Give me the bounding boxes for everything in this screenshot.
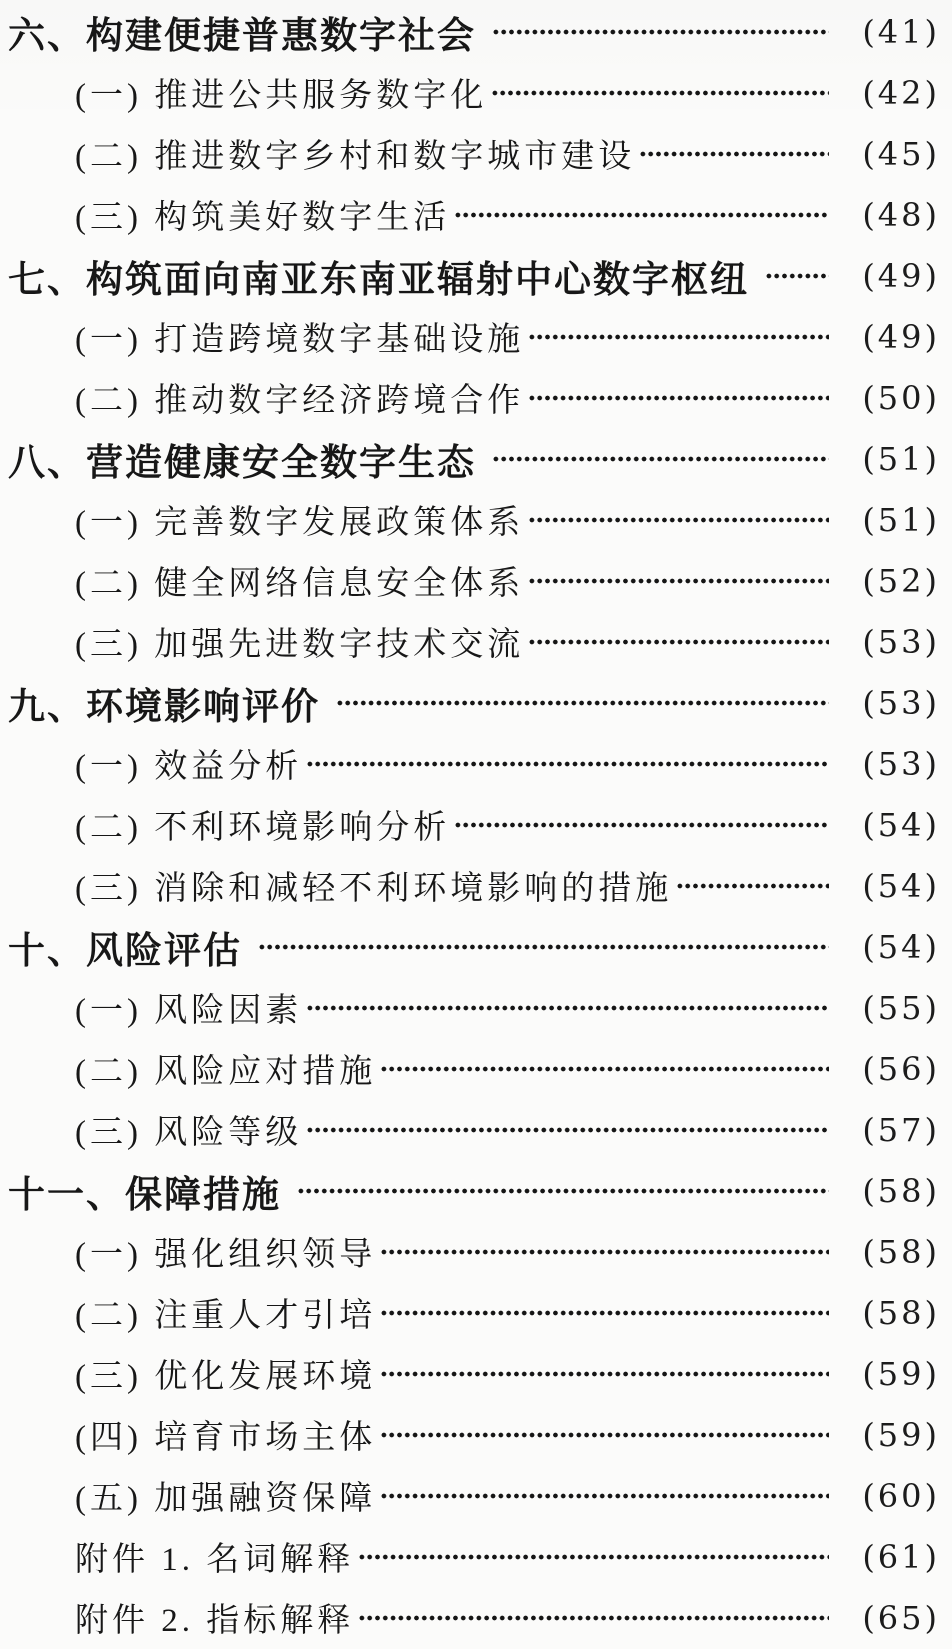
toc-entry-title: (二) 推进数字乡村和数字城市建设 [75,139,636,175]
toc-entry [8,611,940,672]
toc-entry-title: 十一、保障措施 [8,1173,281,1215]
toc-entry-page: (58) [862,1232,940,1271]
dot-leader [306,759,829,769]
toc-entry-title: (三) 优化发展环境 [75,1359,377,1395]
toc-entry-title: (二) 健全网络信息安全体系 [75,566,525,602]
toc-entry [8,794,940,855]
toc-entry [8,1,940,62]
dot-leader [528,576,829,586]
toc-entry [8,855,940,916]
toc-entry-page: (48) [862,195,940,234]
toc-entry-title: (三) 风险等级 [75,1115,303,1151]
toc-entry [8,1587,940,1648]
dot-leader [528,515,829,525]
toc-entry [8,977,940,1038]
toc-entry-page: (41) [862,12,940,51]
toc-entry-title: 八、营造健康安全数字生态 [8,441,476,483]
dot-leader [258,942,829,952]
toc-entry-title: 六、构建便捷普惠数字社会 [8,14,476,56]
toc-entry [8,1221,940,1282]
toc-entry-page: (60) [862,1476,940,1515]
toc-entry [8,1038,940,1099]
toc-entry [8,245,940,306]
toc-entry-title: 十、风险评估 [8,929,242,971]
toc-entry-title: (二) 注重人才引培 [75,1298,377,1334]
toc-entry-page: (56) [862,1049,940,1088]
toc-entry [8,184,940,245]
toc-entry-page: (54) [862,805,940,844]
dot-leader [765,271,829,281]
dot-leader [380,1491,829,1501]
dot-leader [358,1613,829,1623]
dot-leader [306,1003,829,1013]
toc-entry-page: (58) [862,1293,940,1332]
toc-entry-title: (一) 强化组织领导 [75,1237,377,1273]
toc-entry-page: (65) [862,1598,940,1637]
toc-entry-page: (49) [862,317,940,356]
toc-entry [8,1404,940,1465]
dot-leader [454,820,829,830]
toc-entry [8,672,940,733]
toc-entry [8,550,940,611]
toc-entry [8,489,940,550]
dot-leader [380,1064,829,1074]
dot-leader [380,1308,829,1318]
toc-entry-title: (三) 构筑美好数字生活 [75,200,451,236]
toc-entry [8,1160,940,1221]
toc-entry [8,916,940,977]
toc-entry-title: (一) 风险因素 [75,993,303,1029]
toc-entry-title: (三) 加强先进数字技术交流 [75,627,525,663]
toc-entry-page: (50) [862,378,940,417]
toc-entry-page: (59) [862,1415,940,1454]
dot-leader [306,1125,829,1135]
dot-leader [528,393,829,403]
toc-entry [8,1099,940,1160]
toc-entry [8,733,940,794]
toc-entry-title: (一) 推进公共服务数字化 [75,78,488,114]
toc-entry-page: (42) [862,73,940,112]
toc-entry-page: (53) [862,622,940,661]
toc-entry-page: (52) [862,561,940,600]
toc-entry [8,306,940,367]
dot-leader [358,1552,829,1562]
dot-leader [297,1186,829,1196]
dot-leader [380,1430,829,1440]
toc-entry-page: (54) [862,927,940,966]
toc-entry [8,1282,940,1343]
toc-entry-title: (四) 培育市场主体 [75,1420,377,1456]
toc-entry-title: 附件 1. 名词解释 [75,1542,355,1578]
toc-entry-title: (一) 完善数字发展政策体系 [75,505,525,541]
dot-leader [639,149,829,159]
dot-leader [492,27,829,37]
toc-entry [8,62,940,123]
toc-entry-page: (45) [862,134,940,173]
toc-entry-page: (61) [862,1537,940,1576]
toc-entry-page: (49) [862,256,940,295]
toc-entry-page: (54) [862,866,940,905]
toc-entry-title: (一) 效益分析 [75,749,303,785]
toc-entry-title: 附件 2. 指标解释 [75,1603,355,1639]
dot-leader [528,637,829,647]
toc-entry [8,1465,940,1526]
toc-entry-title: (二) 风险应对措施 [75,1054,377,1090]
toc-entry [8,367,940,428]
toc-entry-title: (三) 消除和减轻不利环境影响的措施 [75,871,673,907]
toc-entry-title: 七、构筑面向南亚东南亚辐射中心数字枢纽 [8,258,749,300]
toc-entry [8,1526,940,1587]
toc-entry-page: (53) [862,683,940,722]
dot-leader [336,698,829,708]
toc-entry [8,1343,940,1404]
dot-leader [528,332,829,342]
dot-leader [491,88,829,98]
toc-entry [8,123,940,184]
toc-entry-title: (五) 加强融资保障 [75,1481,377,1517]
toc-entry-page: (59) [862,1354,940,1393]
toc-entry [8,428,940,489]
toc-entry-page: (55) [862,988,940,1027]
toc-entry-page: (51) [862,500,940,539]
toc-entry-title: (一) 打造跨境数字基础设施 [75,322,525,358]
toc-entry-page: (51) [862,439,940,478]
toc-entry-page: (57) [862,1110,940,1149]
dot-leader [492,454,829,464]
dot-leader [454,210,829,220]
toc-entry-title: (二) 不利环境影响分析 [75,810,451,846]
dot-leader [676,881,829,891]
toc-entry-page: (58) [862,1171,940,1210]
dot-leader [380,1247,829,1257]
toc-entry-page: (53) [862,744,940,783]
dot-leader [380,1369,829,1379]
toc-entry-title: 九、环境影响评价 [8,685,320,727]
toc-entry-title: (二) 推动数字经济跨境合作 [75,383,525,419]
